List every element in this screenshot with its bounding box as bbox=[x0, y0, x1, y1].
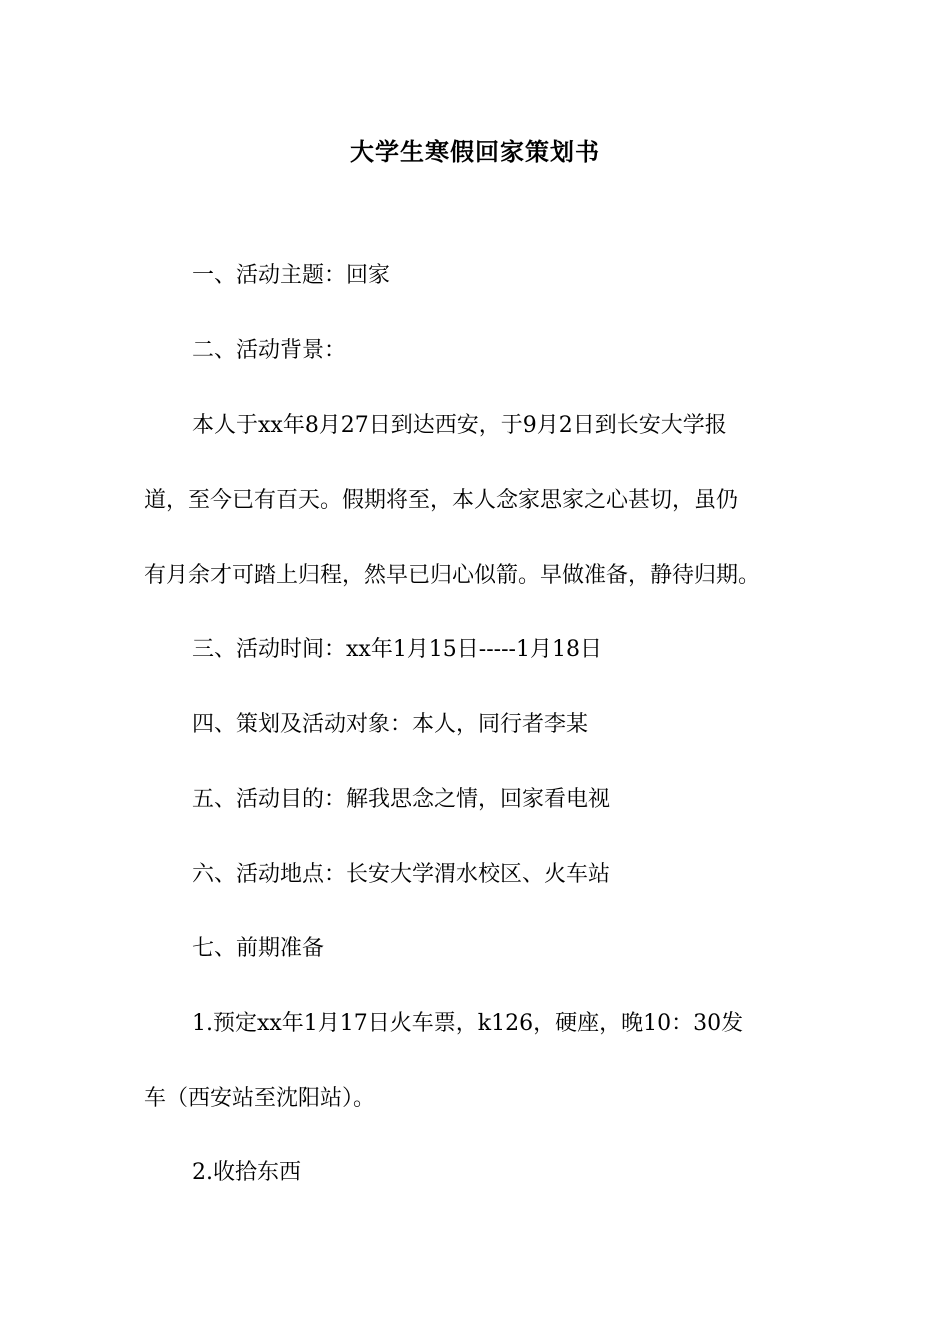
background-line: 道，至今已有百天。假期将至，本人念家思家之心甚切，虽仍 bbox=[144, 488, 739, 513]
background-paragraph bbox=[144, 388, 814, 613]
section-theme: 一、活动主题：回家 bbox=[192, 263, 391, 288]
prep-item-line: 车（西安站至沈阳站）。 bbox=[144, 1086, 376, 1111]
background-line: 本人于xx年8月27日到达西安，于9月2日到长安大学报 bbox=[192, 413, 727, 438]
section-purpose: 五、活动目的：解我思念之情，回家看电视 bbox=[192, 787, 611, 812]
prep-item-1 bbox=[144, 986, 814, 1136]
background-line: 有月余才可踏上归程，然早已归心似箭。早做准备，静待归期。 bbox=[144, 563, 761, 588]
section-location: 六、活动地点：长安大学渭水校区、火车站 bbox=[192, 862, 611, 887]
prep-item-2: 2.收拾东西 bbox=[192, 1160, 301, 1185]
prep-item-line: 1.预定xx年1月17日火车票，k126，硬座，晚10：30发 bbox=[192, 1011, 744, 1036]
section-preparation-heading: 七、前期准备 bbox=[192, 936, 325, 961]
section-background-heading: 二、活动背景： bbox=[192, 338, 347, 363]
section-time: 三、活动时间：xx年1月15日-----1月18日 bbox=[192, 637, 602, 662]
section-target: 四、策划及活动对象：本人，同行者李某 bbox=[192, 712, 589, 737]
document-title: 大学生寒假回家策划书 bbox=[350, 137, 600, 166]
